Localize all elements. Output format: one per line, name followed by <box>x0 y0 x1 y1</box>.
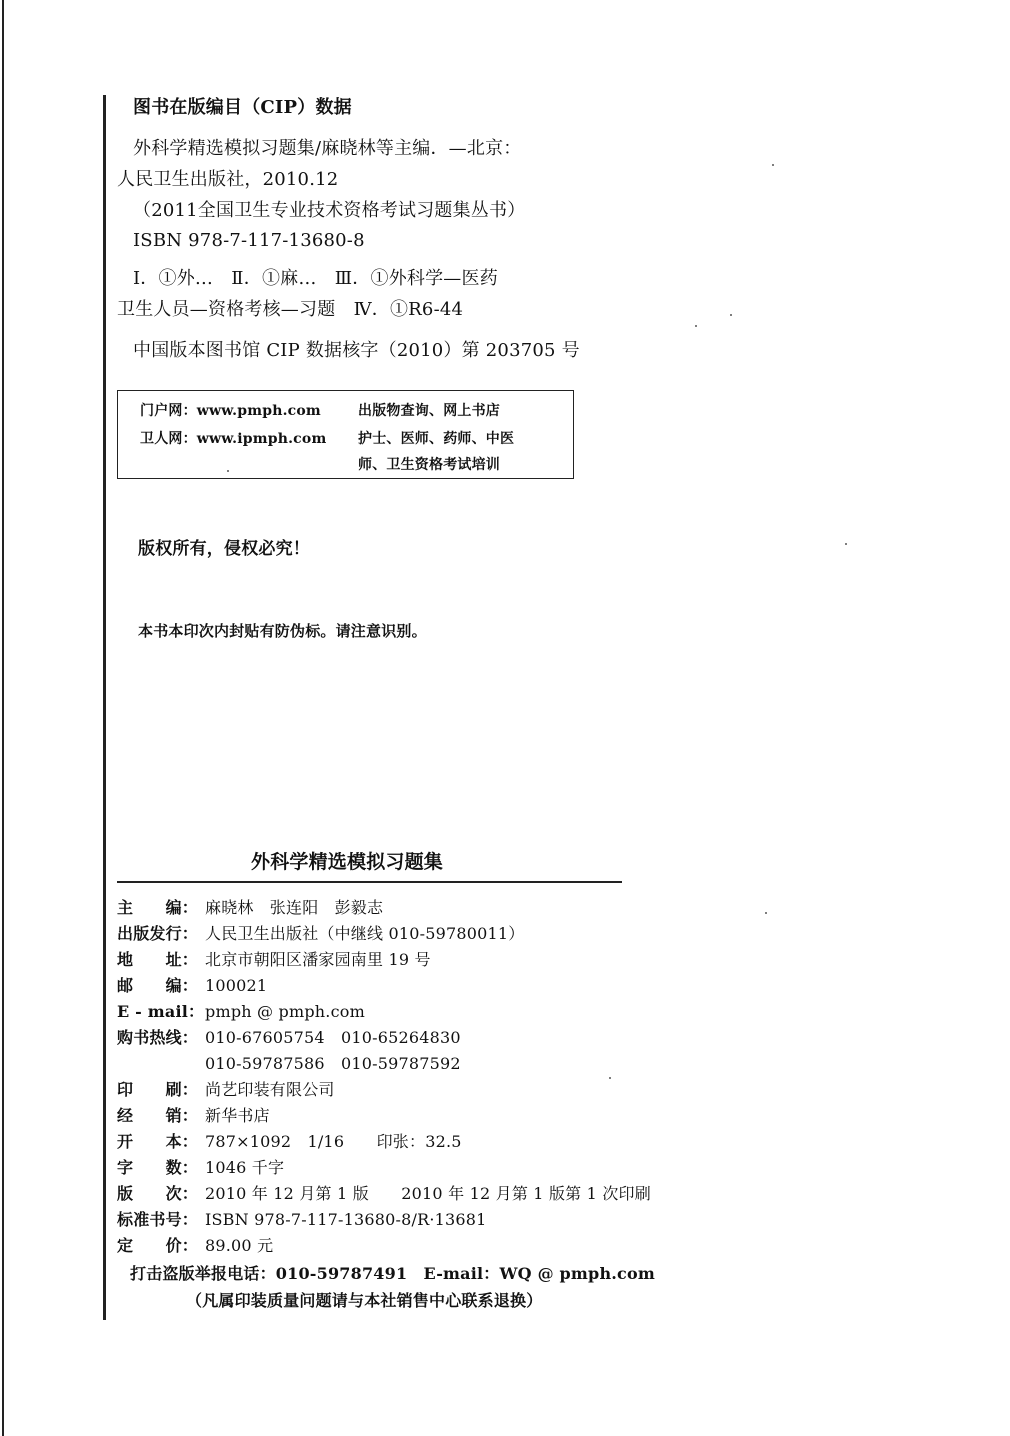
label-format: 开 本： <box>117 1132 199 1151</box>
health-site-desc-2: 师、卫生资格考试培训 <box>358 457 500 473</box>
value-postcode: 100021 <box>205 976 268 995</box>
value-address: 北京市朝阳区潘家园南里 19 号 <box>205 950 431 969</box>
return-note: （凡属印装质量问题请与本社销售中心联系退换） <box>186 1291 543 1310</box>
colophon-title: 外科学精选模拟习题集 <box>251 851 444 873</box>
cip-line-publisher: 人民卫生出版社，2010.12 <box>117 169 339 190</box>
scan-speck <box>772 164 774 166</box>
cip-heading: 图书在版编目（CIP）数据 <box>133 97 352 118</box>
cip-line-classification-2: 卫生人员—资格考核—习题 Ⅳ．①R6-44 <box>117 299 464 320</box>
label-email: E - mail： <box>117 1002 205 1021</box>
value-publisher: 人民卫生出版社（中继线 010-59780011） <box>205 924 525 943</box>
label-price: 定 价： <box>117 1236 199 1255</box>
cip-line-classification-1: Ⅰ．①外… Ⅱ．①麻… Ⅲ．①外科学—医药 <box>133 268 498 289</box>
scan-speck <box>730 314 732 316</box>
value-editor: 麻晓林 张连阳 彭毅志 <box>205 898 384 917</box>
cip-line-series: （2011全国卫生专业技术资格考试习题集丛书） <box>133 200 526 221</box>
binding-rule <box>103 95 106 1320</box>
scan-speck <box>765 912 767 914</box>
label-distributor: 经 销： <box>117 1106 199 1125</box>
value-hotline-1: 010-67605754 010-65264830 <box>205 1028 461 1047</box>
label-postcode: 邮 编： <box>117 976 199 995</box>
portal-site-label: 门户网：www.pmph.com <box>140 403 321 419</box>
label-editor: 主 编： <box>117 898 199 917</box>
piracy-hotline: 打击盗版举报电话：010-59787491 E-mail：WQ @ pmph.com <box>130 1264 655 1283</box>
label-publisher: 出版发行： <box>117 924 199 943</box>
scan-speck <box>609 1077 611 1079</box>
cip-line-isbn: ISBN 978-7-117-13680-8 <box>133 230 365 251</box>
value-printer: 尚艺印装有限公司 <box>205 1080 335 1099</box>
cip-line-record-number: 中国版本图书馆 CIP 数据核字（2010）第 203705 号 <box>133 340 580 361</box>
value-edition: 2010 年 12 月第 1 版 2010 年 12 月第 1 版第 1 次印刷 <box>205 1184 651 1203</box>
label-hotline: 购书热线： <box>117 1028 199 1047</box>
label-isbn: 标准书号： <box>117 1210 199 1229</box>
health-site-desc-1: 护士、医师、药师、中医 <box>358 431 515 447</box>
label-word-count: 字 数： <box>117 1158 199 1177</box>
page-border-line <box>2 0 4 1436</box>
label-address: 地 址： <box>117 950 199 969</box>
value-distributor: 新华书店 <box>205 1106 270 1125</box>
scan-speck <box>845 543 847 545</box>
anticounterfeit-notice: 本书本印次内封贴有防伪标。请注意识别。 <box>138 622 427 640</box>
label-edition: 版 次： <box>117 1184 199 1203</box>
scan-speck <box>695 325 697 327</box>
value-price: 89.00 元 <box>205 1236 274 1255</box>
value-format: 787×1092 1/16 印张：32.5 <box>205 1132 462 1151</box>
portal-site-desc: 出版物查询、网上书店 <box>358 403 500 419</box>
colophon-rule <box>117 881 622 883</box>
value-hotline-2: 010-59787586 010-59787592 <box>205 1054 461 1073</box>
value-email: pmph @ pmph.com <box>205 1002 365 1021</box>
health-site-label: 卫人网：www.ipmph.com <box>140 431 327 447</box>
value-word-count: 1046 千字 <box>205 1158 285 1177</box>
website-info-box <box>117 390 574 479</box>
copyright-notice: 版权所有，侵权必究！ <box>138 539 310 559</box>
label-printer: 印 刷： <box>117 1080 199 1099</box>
cip-line-title: 外科学精选模拟习题集/麻晓林等主编．—北京： <box>133 138 522 159</box>
value-isbn: ISBN 978-7-117-13680-8/R·13681 <box>205 1210 487 1229</box>
scan-speck <box>227 470 229 472</box>
